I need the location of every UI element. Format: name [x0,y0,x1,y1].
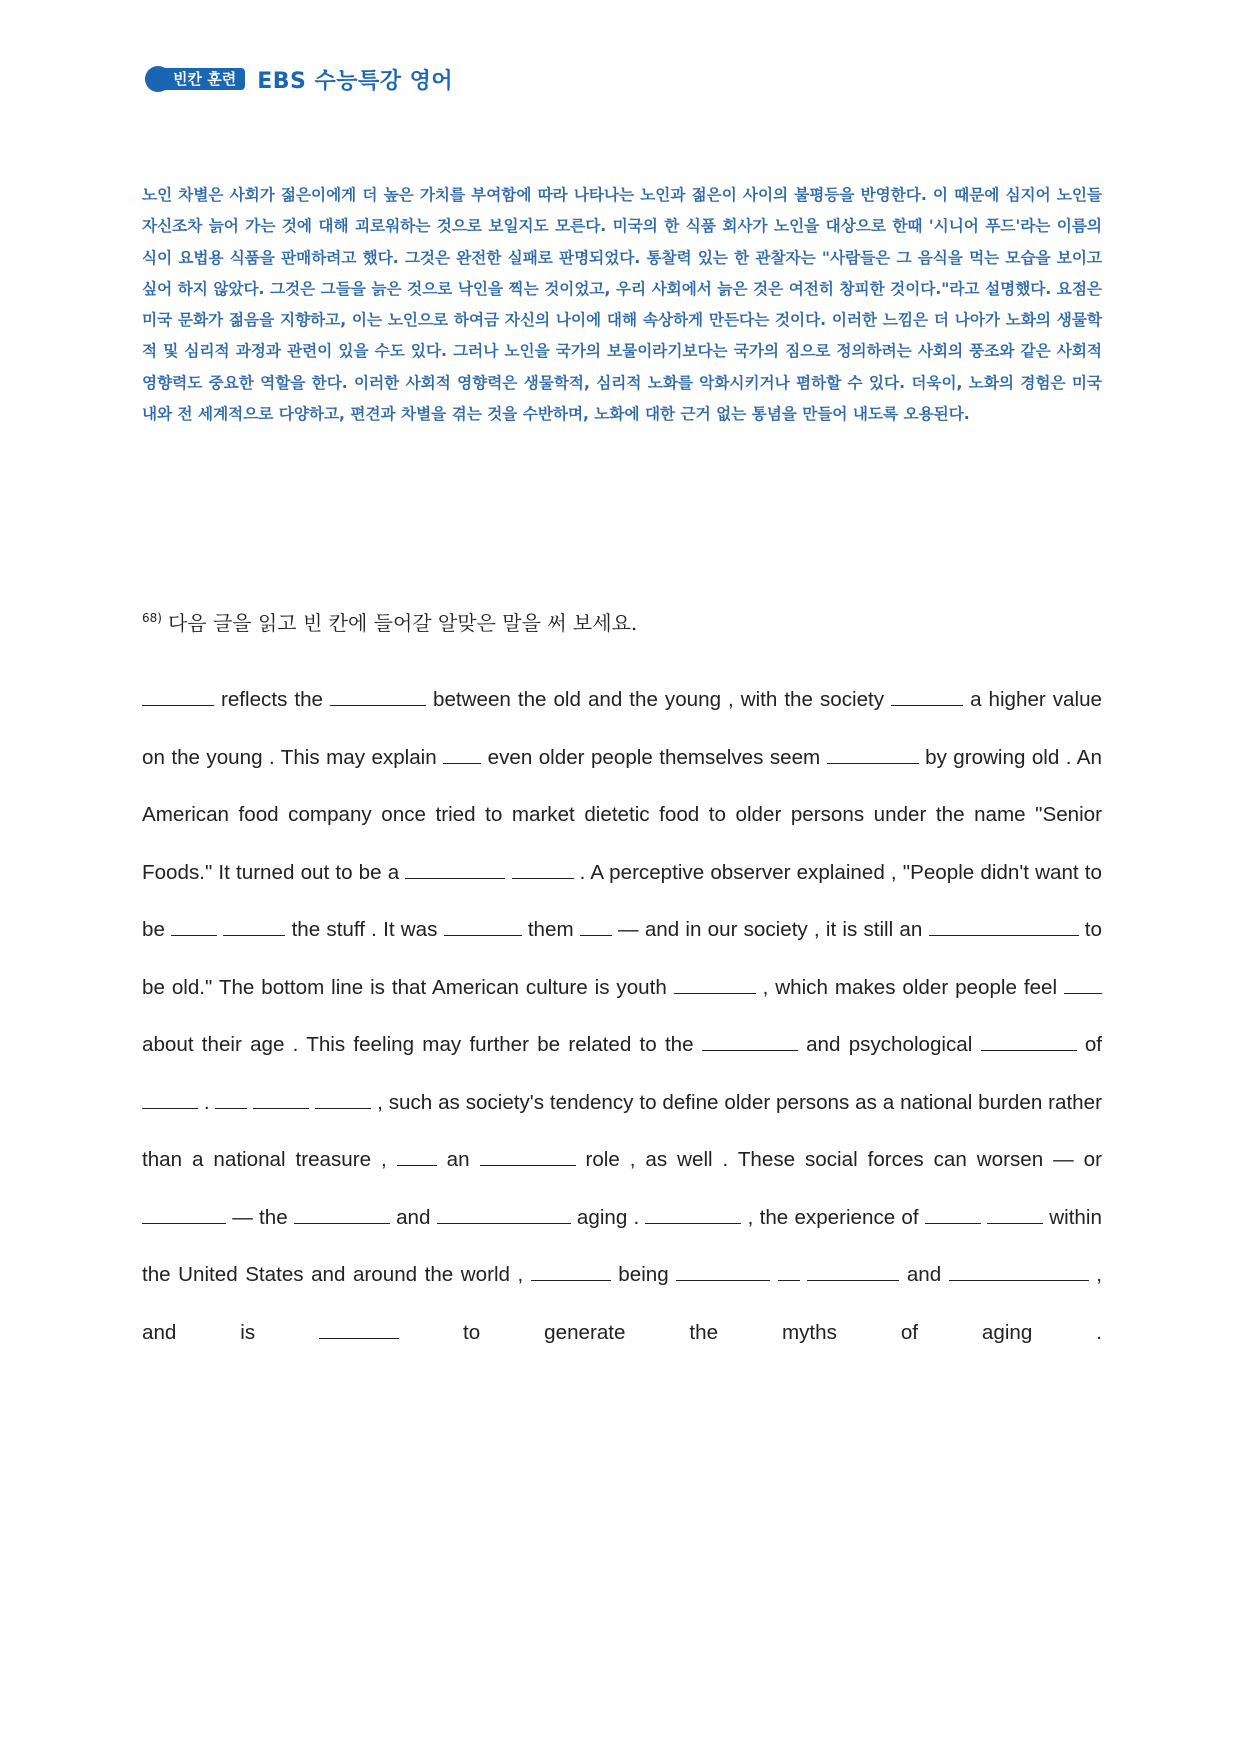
passage-text: being [618,1263,669,1286]
section-badge [145,66,245,92]
blank[interactable] [397,1149,437,1166]
korean-translation: 노인 차별은 사회가 젊은이에게 더 높은 가치를 부여함에 따라 나타나는 노인과 젊은이 사이의 불평등을 반영한다. 이 때문에 심지어 노인들 자신조차 늙어 가는 것에 대해 괴로워하는 것으로 보일지도 모른다. 미국의 한 식품 회사가 노인을 대상으로 한때 '시니어 푸드'라는 이름의 식이 요법용 식품을 판매하려고 했다. 그것은 완전한 실패로 판명되었다. 통찰력 있는 한 관찰자는 "사람들은 그 음식을 먹는 모습을 보이고 싶어 하지 않았다. 그것은 그들을 늙은 것으로 낙인을 찍는 것이었고, 우리 사회에서 늙은 것은 여전히 창피한 것이다."라고 설명했다. 요점은 미국 문화가 젊음을 지향하고, 이는 노인으로 하여금 자신의 나이에 대해 속상하게 만든다는 것이다. 이러한 느낌은 더 나아가 노화의 생물학적 및 심리적 과정과 관련이 있을 수도 있다. 그러나 노인을 국가의 보물이라기보다는 국가의 짐으로 정의하려는 사회의 풍조와 같은 사회적 영향력도 중요한 역할을 한다. 이러한 사회적 영향력은 생물학적, 심리적 노화를 악화시키거나 폄하할 수 있다. 더욱이, 노화의 경험은 미국 내와 전 세계적으로 다양하고, 편견과 차별을 겪는 것을 수반하며, 노화에 대한 근거 없는 통념을 만들어 내도록 오용된다. [142,186,1102,424]
blank[interactable] [223,919,285,936]
passage-text: and psychological [806,1033,973,1056]
blank[interactable] [319,1322,399,1339]
passage-text: — and in our society , it is still an [618,918,923,941]
question-prompt: 다음 글을 읽고 빈 칸에 들어갈 알맞은 말을 써 보세요. [167,611,638,635]
blank[interactable] [330,689,426,706]
passage-text: by growing old . An American food company once tried to market dietetic food to older persons under the name "Senior Foods." It turned out to be a [142,745,1102,884]
blank[interactable] [512,862,574,879]
passage-text: the stuff . It was [291,918,438,941]
question-line [142,607,637,636]
passage-text: , which makes older people feel [762,975,1058,999]
blank[interactable] [253,1092,309,1109]
passage-text: a higher value on the young . This may explain [142,688,1102,769]
blank[interactable] [142,1092,198,1109]
page-header [145,62,453,96]
passage-text: within the United States and around the world , [142,1205,1102,1286]
header-title: EBS 수능특강 영어 [257,68,454,94]
blank[interactable] [444,919,522,936]
passage-text: to be old." The bottom line is that American culture is youth [142,918,1102,999]
blank[interactable] [702,1034,798,1051]
passage-text: between the old and the young , with the society [433,688,885,711]
blank[interactable] [531,1264,611,1281]
blank[interactable] [405,862,505,879]
blank[interactable] [807,1264,899,1281]
passage-text: role , as well . These social forces can worsen — or [585,1148,1102,1171]
passage-text: reflects the [221,688,323,711]
blank[interactable] [987,1207,1043,1224]
badge-circle-icon [145,66,171,92]
blank[interactable] [778,1264,800,1281]
blank[interactable] [645,1207,741,1224]
blank[interactable] [925,1207,981,1224]
blank[interactable] [580,919,612,936]
passage-text: them [527,918,574,941]
passage-text: . A perceptive observer explained , "People didn't want to be [142,860,1102,941]
passage-text: — the [232,1205,288,1229]
passage-text: , the experience of [747,1205,919,1229]
blank[interactable] [443,747,481,764]
blank[interactable] [949,1264,1089,1281]
blank[interactable] [674,977,756,994]
blank[interactable] [929,919,1079,936]
blank[interactable] [215,1092,247,1109]
blank[interactable] [171,919,217,936]
blank[interactable] [142,1207,226,1224]
blank[interactable] [981,1034,1077,1051]
blank[interactable] [315,1092,371,1109]
passage-text: and [396,1205,431,1229]
blank[interactable] [1064,977,1102,994]
passage-text: to generate the myths of aging . [463,1320,1102,1344]
passage-text: even older people themselves seem [487,745,821,769]
blank[interactable] [437,1207,571,1224]
passage-text: and [906,1263,942,1286]
question-number: 68) [142,611,162,626]
blank[interactable] [891,689,963,706]
passage-text: , and is [142,1263,1102,1344]
passage-text: aging . [576,1205,640,1229]
blank[interactable] [294,1207,390,1224]
blank[interactable] [480,1149,576,1166]
blank[interactable] [827,747,919,764]
passage-text: an [446,1148,470,1171]
passage-text: , such as society's tendency to define older persons as a national burden rather than a national treasure , [142,1090,1102,1171]
blank[interactable] [676,1264,770,1281]
fill-in-passage [142,671,1102,1361]
passage-text: about their age . This feeling may further be related to the [142,1033,694,1056]
badge-label: 빈칸 훈련 [159,68,245,90]
passage-text: . [203,1090,210,1114]
passage-text: of [1084,1033,1103,1056]
blank[interactable] [142,689,214,706]
